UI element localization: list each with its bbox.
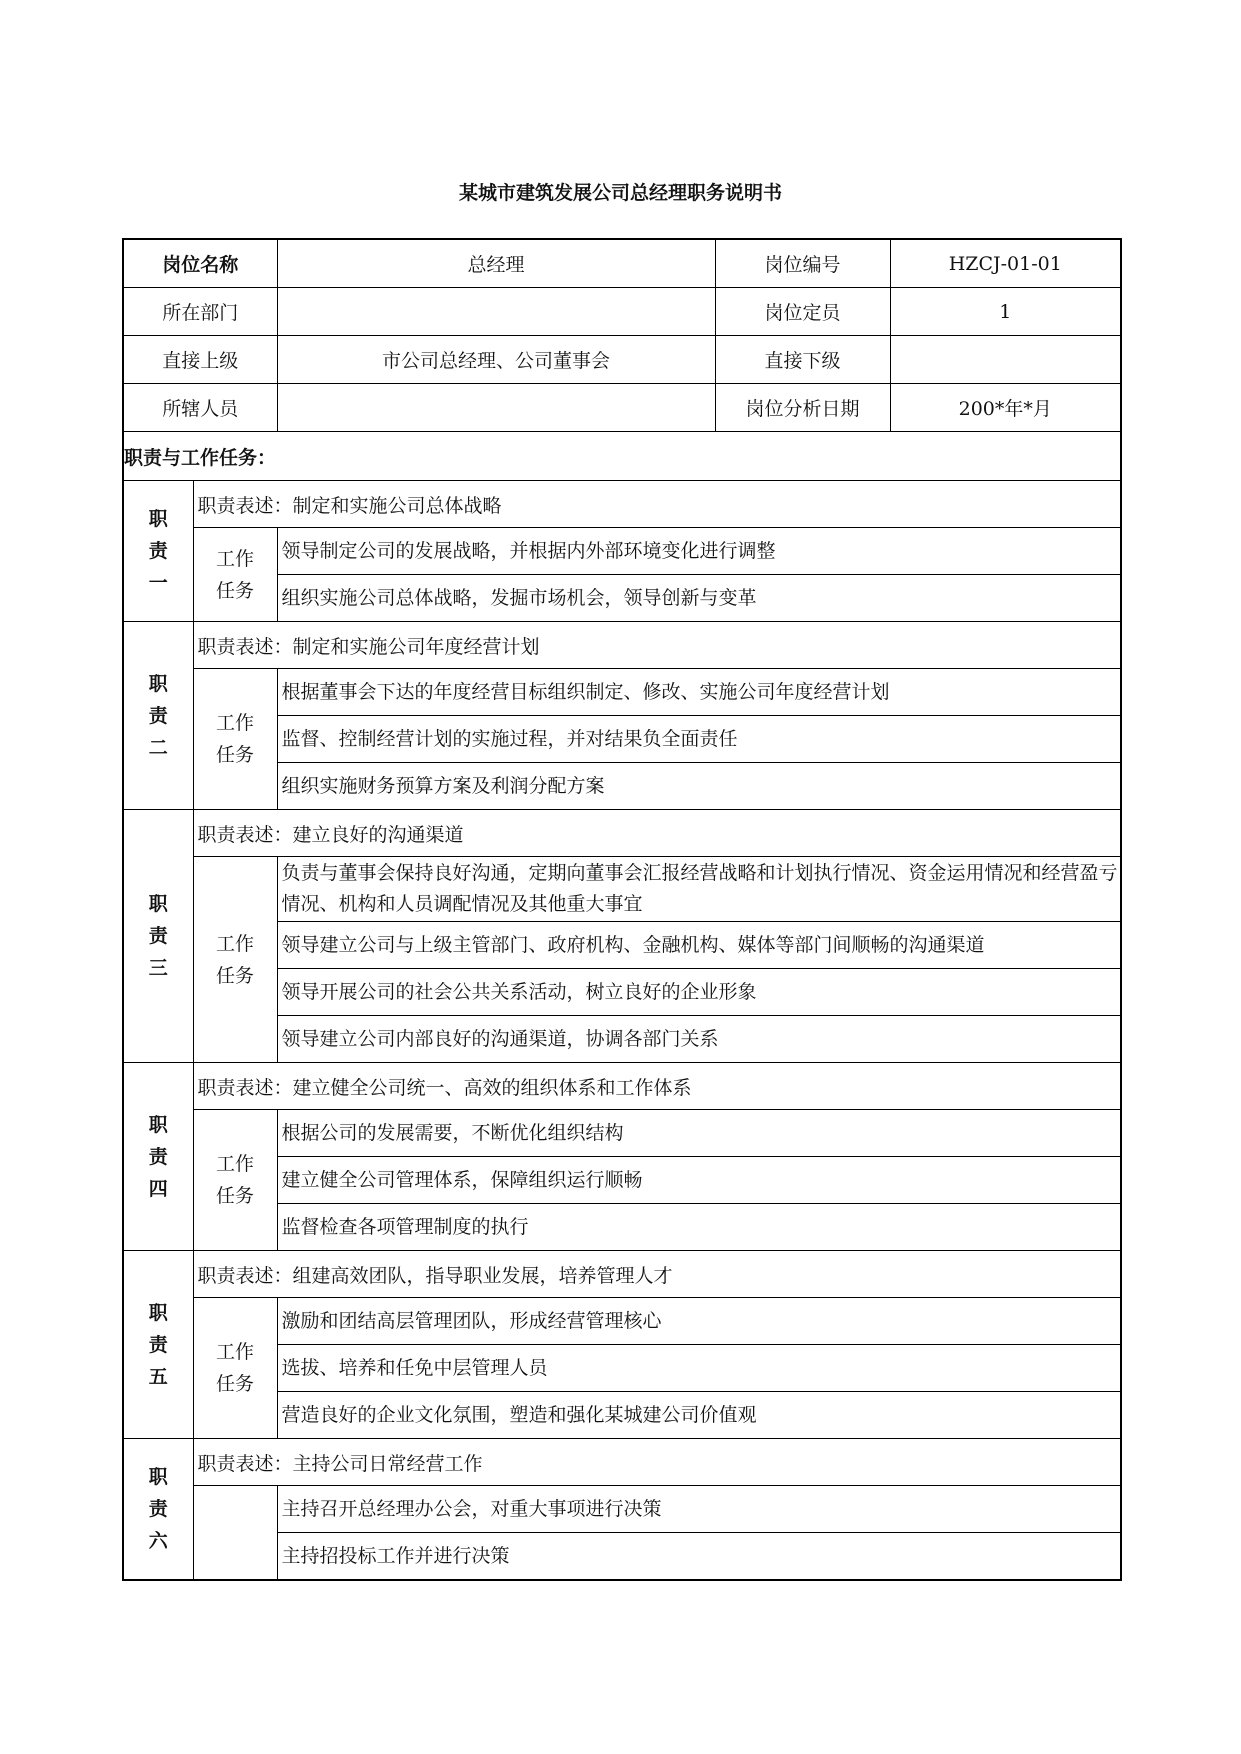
- position-code-value: HZCJ-01-01: [890, 239, 1121, 288]
- duty-label-char: 责: [148, 540, 168, 562]
- duty-label-char: 职: [148, 893, 168, 915]
- task-item: 领导开展公司的社会公共关系活动，树立良好的企业形象: [277, 969, 1121, 1016]
- header-row-3: [123, 336, 1121, 384]
- duty-description-row: [123, 810, 1121, 857]
- superior-label: 直接上级: [123, 336, 277, 384]
- duty-label-char: 一: [148, 572, 168, 594]
- duty-label: [123, 481, 193, 622]
- duty-label-char: 二: [148, 736, 168, 759]
- section-row: [123, 432, 1121, 481]
- duty-description: 职责表述：建立良好的沟通渠道: [193, 810, 1121, 857]
- task-label-line: 工作: [216, 1153, 255, 1175]
- task-item: 主持招投标工作并进行决策: [277, 1533, 1121, 1581]
- task-item: 监督、控制经营计划的实施过程，并对结果负全面责任: [277, 716, 1121, 763]
- task-label: [193, 528, 277, 622]
- managed-staff-value: [277, 384, 715, 432]
- analysis-date-value: 200*年*月: [890, 384, 1121, 432]
- department-value: [277, 288, 715, 336]
- task-item: 组织实施公司总体战略，发掘市场机会，领导创新与变革: [277, 575, 1121, 622]
- header-row-1: [123, 239, 1121, 288]
- duty-label-char: 职: [148, 508, 168, 530]
- duty-description: 职责表述：建立健全公司统一、高效的组织体系和工作体系: [193, 1063, 1121, 1110]
- task-label: [193, 857, 277, 1063]
- task-label-line: 工作: [216, 1341, 255, 1363]
- duty-description-row: [123, 481, 1121, 528]
- task-label: [193, 669, 277, 810]
- duty-label: [123, 1063, 193, 1251]
- task-row: [123, 857, 1121, 922]
- task-row: [123, 528, 1121, 575]
- task-label: [193, 1298, 277, 1439]
- task-item: 根据公司的发展需要，不断优化组织结构: [277, 1110, 1121, 1157]
- task-item: 营造良好的企业文化氛围，塑造和强化某城建公司价值观: [277, 1392, 1121, 1439]
- duty-label-char: 四: [148, 1177, 168, 1200]
- position-name-value: 总经理: [277, 239, 715, 288]
- task-item: 激励和团结高层管理团队，形成经营管理核心: [277, 1298, 1121, 1345]
- task-item: 组织实施财务预算方案及利润分配方案: [277, 763, 1121, 810]
- task-row: [123, 1110, 1121, 1157]
- header-row-4: [123, 384, 1121, 432]
- subordinate-label: 直接下级: [715, 336, 890, 384]
- header-block: [123, 239, 1121, 481]
- duty-label: [123, 810, 193, 1063]
- header-row-2: [123, 288, 1121, 336]
- task-label-line: 任务: [216, 1373, 255, 1395]
- task-item: 建立健全公司管理体系，保障组织运行顺畅: [277, 1157, 1121, 1204]
- duty-label-char: 职: [148, 1466, 168, 1488]
- task-item: 领导建立公司内部良好的沟通渠道，协调各部门关系: [277, 1016, 1121, 1063]
- duty-label: [123, 1439, 193, 1581]
- subordinate-value: [890, 336, 1121, 384]
- duties-block: [123, 481, 1121, 1581]
- task-row: [123, 1298, 1121, 1345]
- task-label-line: 任务: [216, 1185, 255, 1207]
- headcount-label: 岗位定员: [715, 288, 890, 336]
- duty-label-char: 六: [148, 1530, 168, 1552]
- duty-description: 职责表述：组建高效团队，指导职业发展，培养管理人才: [193, 1251, 1121, 1298]
- task-item: 领导建立公司与上级主管部门、政府机构、金融机构、媒体等部门间顺畅的沟通渠道: [277, 922, 1121, 969]
- duty-label-char: 责: [148, 1498, 168, 1520]
- duty-label-char: 职: [148, 1113, 168, 1136]
- position-code-label: 岗位编号: [715, 239, 890, 288]
- managed-staff-label: 所辖人员: [123, 384, 277, 432]
- job-description-table: [122, 238, 1122, 1581]
- analysis-date-label: 岗位分析日期: [715, 384, 890, 432]
- duty-description-row: [123, 1439, 1121, 1486]
- task-label-line: 工作: [216, 932, 255, 955]
- duty-label-char: 职: [148, 1301, 168, 1324]
- duty-label-char: 责: [148, 925, 168, 947]
- duty-label-char: 三: [148, 957, 168, 979]
- duty-label: [123, 622, 193, 810]
- duty-description-row: [123, 622, 1121, 669]
- superior-value: 市公司总经理、公司董事会: [277, 336, 715, 384]
- task-row: [123, 669, 1121, 716]
- task-item: 根据董事会下达的年度经营目标组织制定、修改、实施公司年度经营计划: [277, 669, 1121, 716]
- task-label-line: 任务: [216, 964, 255, 987]
- duty-description: 职责表述：制定和实施公司年度经营计划: [193, 622, 1121, 669]
- task-label-line: 工作: [216, 547, 255, 570]
- task-label-line: 任务: [216, 579, 255, 602]
- duty-label-char: 五: [148, 1365, 168, 1388]
- duty-label-char: 职: [148, 672, 168, 695]
- duty-description: 职责表述：主持公司日常经营工作: [193, 1439, 1121, 1486]
- duty-label: [123, 1251, 193, 1439]
- task-item: 领导制定公司的发展战略，并根据内外部环境变化进行调整: [277, 528, 1121, 575]
- task-label: [193, 1486, 277, 1581]
- duty-description-row: [123, 1063, 1121, 1110]
- task-item: 监督检查各项管理制度的执行: [277, 1204, 1121, 1251]
- duty-label-char: 责: [148, 1333, 168, 1356]
- department-label: 所在部门: [123, 288, 277, 336]
- task-item: 负责与董事会保持良好沟通，定期向董事会汇报经营战略和计划执行情况、资金运用情况和经营盈亏情况、机构和人员调配情况及其他重大事宜: [277, 857, 1121, 922]
- task-row: [123, 1486, 1121, 1533]
- task-label: [193, 1110, 277, 1251]
- duty-description-row: [123, 1251, 1121, 1298]
- headcount-value: 1: [890, 288, 1121, 336]
- duty-label-char: 责: [148, 704, 168, 727]
- duty-description: 职责表述：制定和实施公司总体战略: [193, 481, 1121, 528]
- task-label-line: 任务: [216, 744, 255, 766]
- position-name-label: 岗位名称: [123, 239, 277, 288]
- section-title: 职责与工作任务：: [123, 432, 1121, 481]
- task-item: 选拔、培养和任免中层管理人员: [277, 1345, 1121, 1392]
- duty-label-char: 责: [148, 1145, 168, 1168]
- task-label-line: 工作: [216, 712, 255, 734]
- document-title: 某城市建筑发展公司总经理职务说明书: [458, 182, 782, 204]
- task-item: 主持召开总经理办公会，对重大事项进行决策: [277, 1486, 1121, 1533]
